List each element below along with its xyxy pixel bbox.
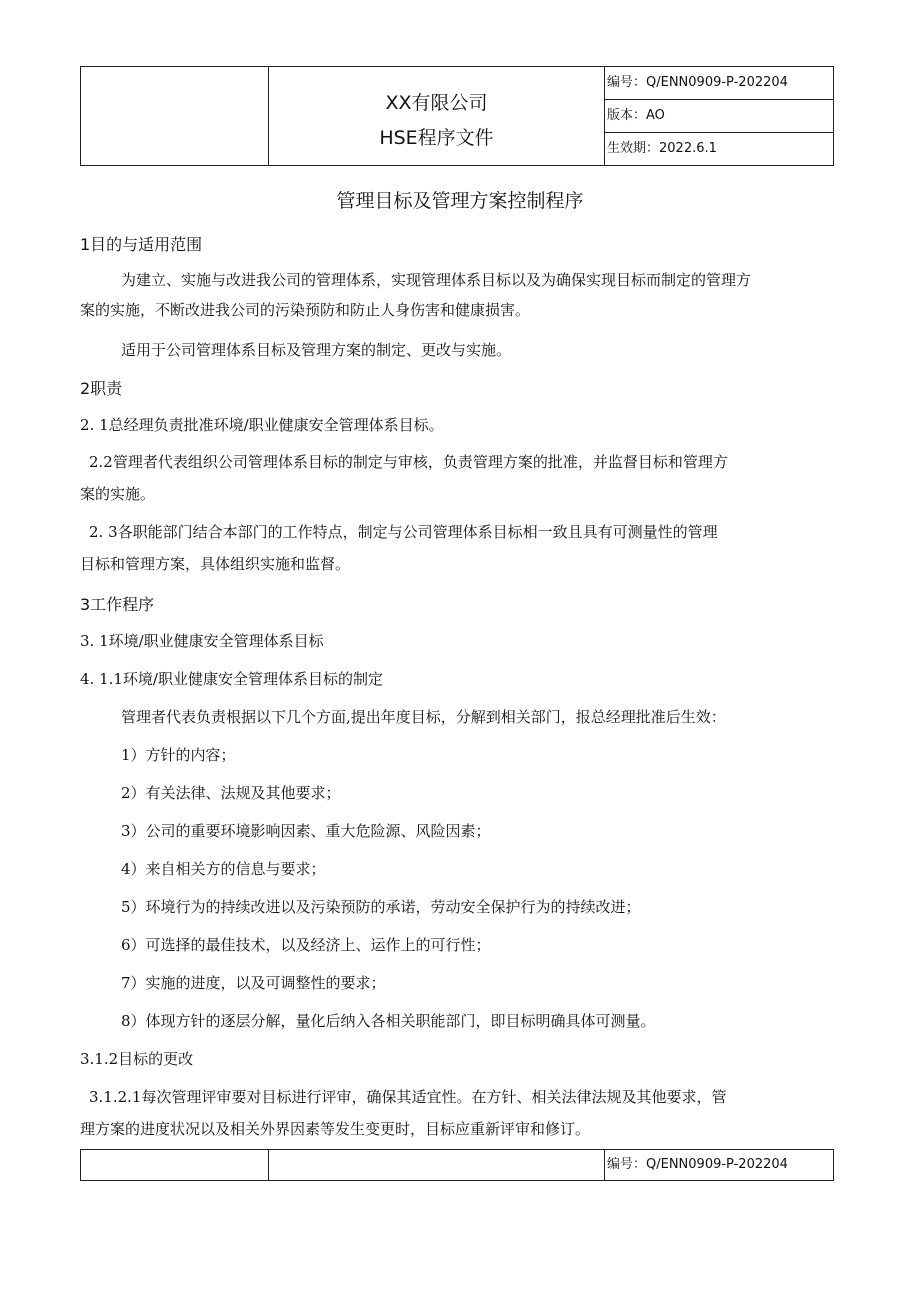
document-type: HSE程序文件 [379, 127, 494, 149]
section-3-1-2: 3.1.2目标的更改 [80, 1050, 194, 1068]
company-name: XX有限公司 [385, 92, 488, 114]
footer-logo-cell [81, 1150, 269, 1180]
section-2-heading: 2职责 [80, 379, 123, 398]
section-4-1-1: 4. 1.1环境/职业健康安全管理体系目标的制定 [80, 670, 383, 688]
section-3-heading: 3工作程序 [80, 595, 155, 614]
section-2-1: 2. 1总经理负责批准环境/职业健康安全管理体系目标。 [80, 416, 444, 434]
list-item: 4）来自相关方的信息与要求； [121, 860, 326, 878]
logo-cell [81, 67, 269, 165]
section-4-intro: 管理者代表负责根据以下几个方面,提出年度目标，分解到相关部门，报总经理批准后生效： [121, 708, 726, 726]
section-2-3-line-2: 目标和管理方案，具体组织实施和监督。 [80, 555, 351, 573]
section-3-1-2-1-line-1: 3.1.2.1每次管理评审要对目标进行评审，确保其适宜性。在方针、相关法律法规及其他要求，管 [89, 1088, 727, 1106]
section-2-2-line-1: 2.2管理者代表组织公司管理体系目标的制定与审核，负责管理方案的批准，并监督目标和管理方 [89, 453, 728, 471]
list-item: 2）有关法律、法规及其他要求； [121, 784, 341, 802]
list-item: 8）体现方针的逐层分解，量化后纳入各相关职能部门，即目标明确具体可测量。 [121, 1012, 656, 1030]
footer-company-cell [269, 1150, 605, 1180]
list-item: 3）公司的重要环境影响因素、重大危险源、风险因素； [121, 822, 491, 840]
section-3-1-2-1-line-2: 理方案的进度状况以及相关外界因素等发生变更时，目标应重新评审和修订。 [80, 1120, 591, 1138]
footer-table [80, 1149, 834, 1181]
list-item: 7）实施的进度，以及可调整性的要求； [121, 974, 386, 992]
section-1-paragraph-2: 适用于公司管理体系目标及管理方案的制定、更改与实施。 [121, 341, 512, 359]
document-version: 版本：AO [605, 100, 833, 133]
list-item: 5）环境行为的持续改进以及污染预防的承诺，劳动安全保护行为的持续改进； [121, 898, 641, 916]
section-1-heading: 1目的与适用范围 [80, 235, 203, 254]
document-code: 编号：Q/ENN0909-P-202204 [605, 67, 833, 100]
footer-document-code: 编号：Q/ENN0909-P-202204 [605, 1150, 834, 1180]
effective-date: 生效期：2022.6.1 [607, 141, 717, 156]
section-3-1: 3. 1环境/职业健康安全管理体系目标 [80, 632, 324, 650]
section-1-paragraph-1-line-1: 为建立、实施与改进我公司的管理体系，实现管理体系目标以及为确保实现目标而制定的管理方 [121, 271, 752, 289]
header-table [80, 66, 834, 166]
document-title: 管理目标及管理方案控制程序 [336, 190, 584, 212]
meta-cell [605, 67, 833, 165]
list-item: 1）方针的内容； [121, 746, 236, 764]
section-1-paragraph-1-line-2: 案的实施，不断改进我公司的污染预防和防止人身伤害和健康损害。 [80, 301, 531, 319]
company-cell [269, 67, 605, 165]
section-2-2-line-2: 案的实施。 [80, 485, 156, 503]
list-item: 6）可选择的最佳技术，以及经济上、运作上的可行性； [121, 936, 491, 954]
section-2-3-line-1: 2. 3各职能部门结合本部门的工作特点，制定与公司管理体系目标相一致且具有可测量性的管理 [89, 523, 718, 541]
